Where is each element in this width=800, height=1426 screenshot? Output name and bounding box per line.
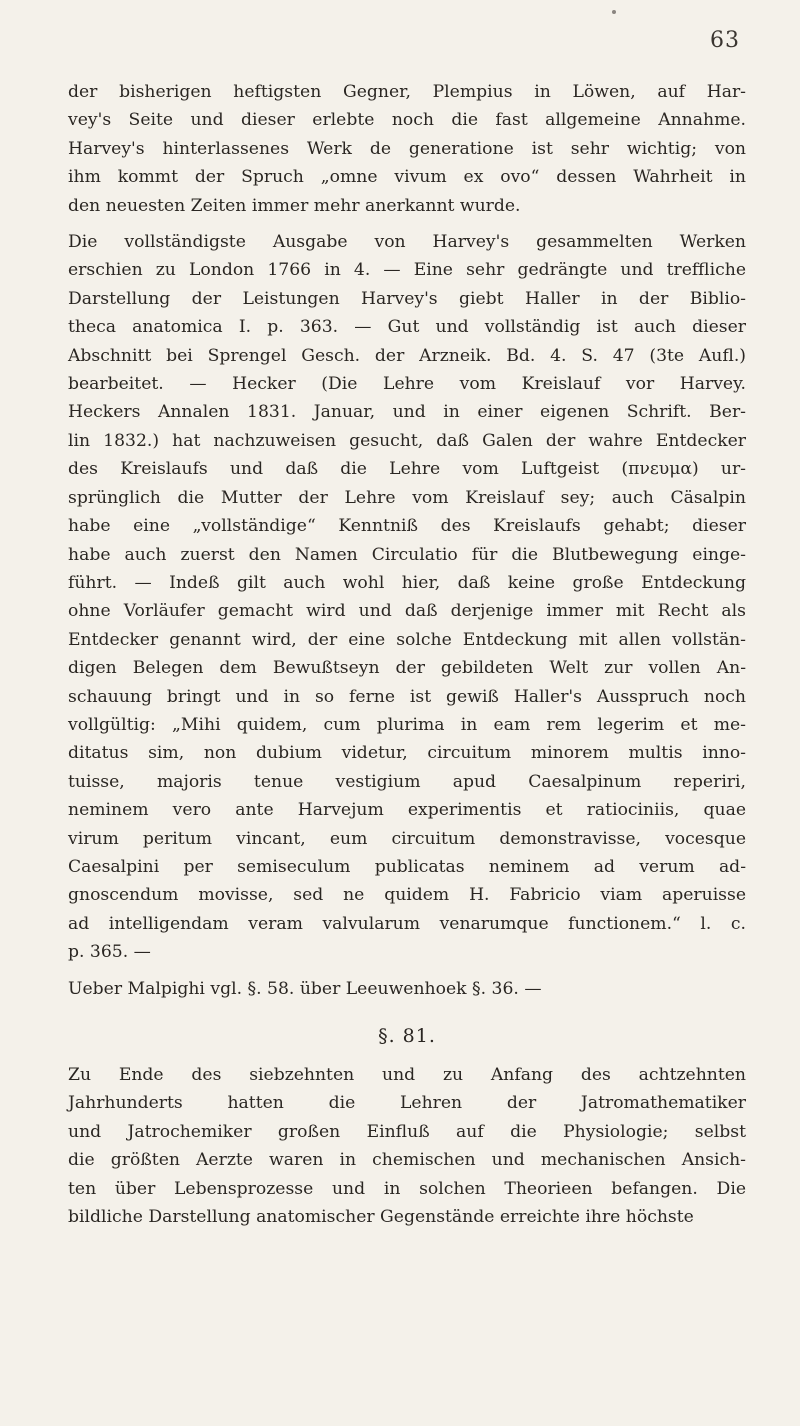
text-line: der bisherigen heftigsten Gegner, Plempius in Löwen, auf Har- [68, 82, 746, 102]
text-line: bearbeitet. — Hecker (Die Lehre vom Kreislauf vor Harvey. [68, 374, 746, 395]
text-line: ten über Lebensprozesse und in solchen Theorieen befangen. Die [68, 1178, 746, 1199]
paragraph-iatromechanics [68, 1061, 746, 1231]
text-line: sprünglich die Mutter der Lehre vom Kreislauf sey; auch Cäsalpin [68, 487, 746, 508]
text-line: Entdecker genannt wird, der eine solche Entdeckung mit allen vollstän- [68, 629, 746, 650]
text-line: ihm kommt der Spruch „omne vivum ex ovo“ dessen Wahrheit in [68, 167, 746, 188]
text-line: bildliche Darstellung anatomischer Gegenstände erreichte ihre höchste [68, 1207, 694, 1228]
text-line: erschien zu London 1766 in 4. — Eine sehr gedrängte und treffliche [68, 260, 746, 281]
text-line: schauung bringt und in so ferne ist gewiß Haller's Ausspruch noch [68, 686, 746, 707]
ink-speck [612, 10, 616, 14]
text-line: ohne Vorläufer gemacht wird und daß derjenige immer mit Recht als [68, 601, 746, 622]
text-line: Jahrhunderts hatten die Lehren der Jatromathematiker [68, 1093, 746, 1114]
text-line: vey's Seite und dieser erlebte noch die fast allgemeine Annahme. [68, 110, 746, 131]
text-line: digen Belegen dem Bewußtseyn der gebildeten Welt zur vollen An- [68, 658, 746, 679]
text-line: lin 1832.) hat nachzuweisen gesucht, daß Galen der wahre Entdecker [68, 430, 746, 451]
text-line: den neuesten Zeiten immer mehr anerkannt wurde. [68, 195, 521, 216]
text-line: habe auch zuerst den Namen Circulatio für die Blutbewegung einge- [68, 544, 746, 565]
text-line: tuisse, majoris tenue vestigium apud Caesalpinum reperiri, [68, 771, 746, 792]
text-line: des Kreislaufs und daß die Lehre vom Luftgeist (πνευμα) ur- [68, 459, 746, 480]
text-line: Ueber Malpighi vgl. §. 58. über Leeuwenhoek §. 36. — [68, 978, 542, 999]
text-line: Zu Ende des siebzehnten und zu Anfang des achtzehnten [68, 1065, 746, 1085]
text-line: neminem vero ante Harvejum experimentis et ratiociniis, quae [68, 800, 746, 821]
paragraph-harvey-reception [68, 78, 746, 220]
text-line: vollgültig: „Mihi quidem, cum plurima in eam rem legerim et me- [68, 714, 746, 735]
text-line: die größten Aerzte waren in chemischen und mechanischen Ansich- [68, 1150, 746, 1171]
text-line: virum peritum vincant, eum circuitum demonstravisse, vocesque [68, 828, 746, 849]
text-line: Heckers Annalen 1831. Januar, und in einer eigenen Schrift. Ber- [68, 402, 746, 423]
text-line: ditatus sim, non dubium videtur, circuitum minorem multis inno- [68, 743, 746, 764]
text-line: theca anatomica I. p. 363. — Gut und vollständig ist auch dieser [68, 317, 746, 338]
text-line: und Jatrochemiker großen Einfluß auf die Physiologie; selbst [68, 1121, 746, 1142]
text-line: gnoscendum movisse, sed ne quidem H. Fabricio viam aperuisse [68, 885, 746, 906]
text-line: Caesalpini per semiseculum publicatas neminem ad verum ad- [68, 856, 746, 877]
text-line: habe eine „vollständige“ Kenntniß des Kreislaufs gehabt; dieser [68, 516, 746, 537]
section-heading: §. 81. [378, 1025, 436, 1047]
text-line: führt. — Indeß gilt auch wohl hier, daß keine große Entdeckung [68, 572, 746, 593]
text-line: ad intelligendam veram valvularum venarumque functionem.“ l. c. [68, 913, 746, 934]
text-line: Darstellung der Leistungen Harvey's giebt Haller in der Biblio- [68, 288, 746, 309]
text-line: Harvey's hinterlassenes Werk de generatione ist sehr wichtig; von [68, 138, 746, 159]
paragraph-malpighi-reference [68, 975, 746, 1003]
text-line: Abschnitt bei Sprengel Gesch. der Arzneik. Bd. 4. S. 47 (3te Aufl.) [68, 345, 746, 366]
paragraph-harvey-works [68, 228, 746, 967]
text-line: Die vollständigste Ausgabe von Harvey's gesammelten Werken [68, 232, 746, 253]
page-number: 63 [710, 28, 740, 53]
text-line: p. 365. — [68, 942, 151, 963]
